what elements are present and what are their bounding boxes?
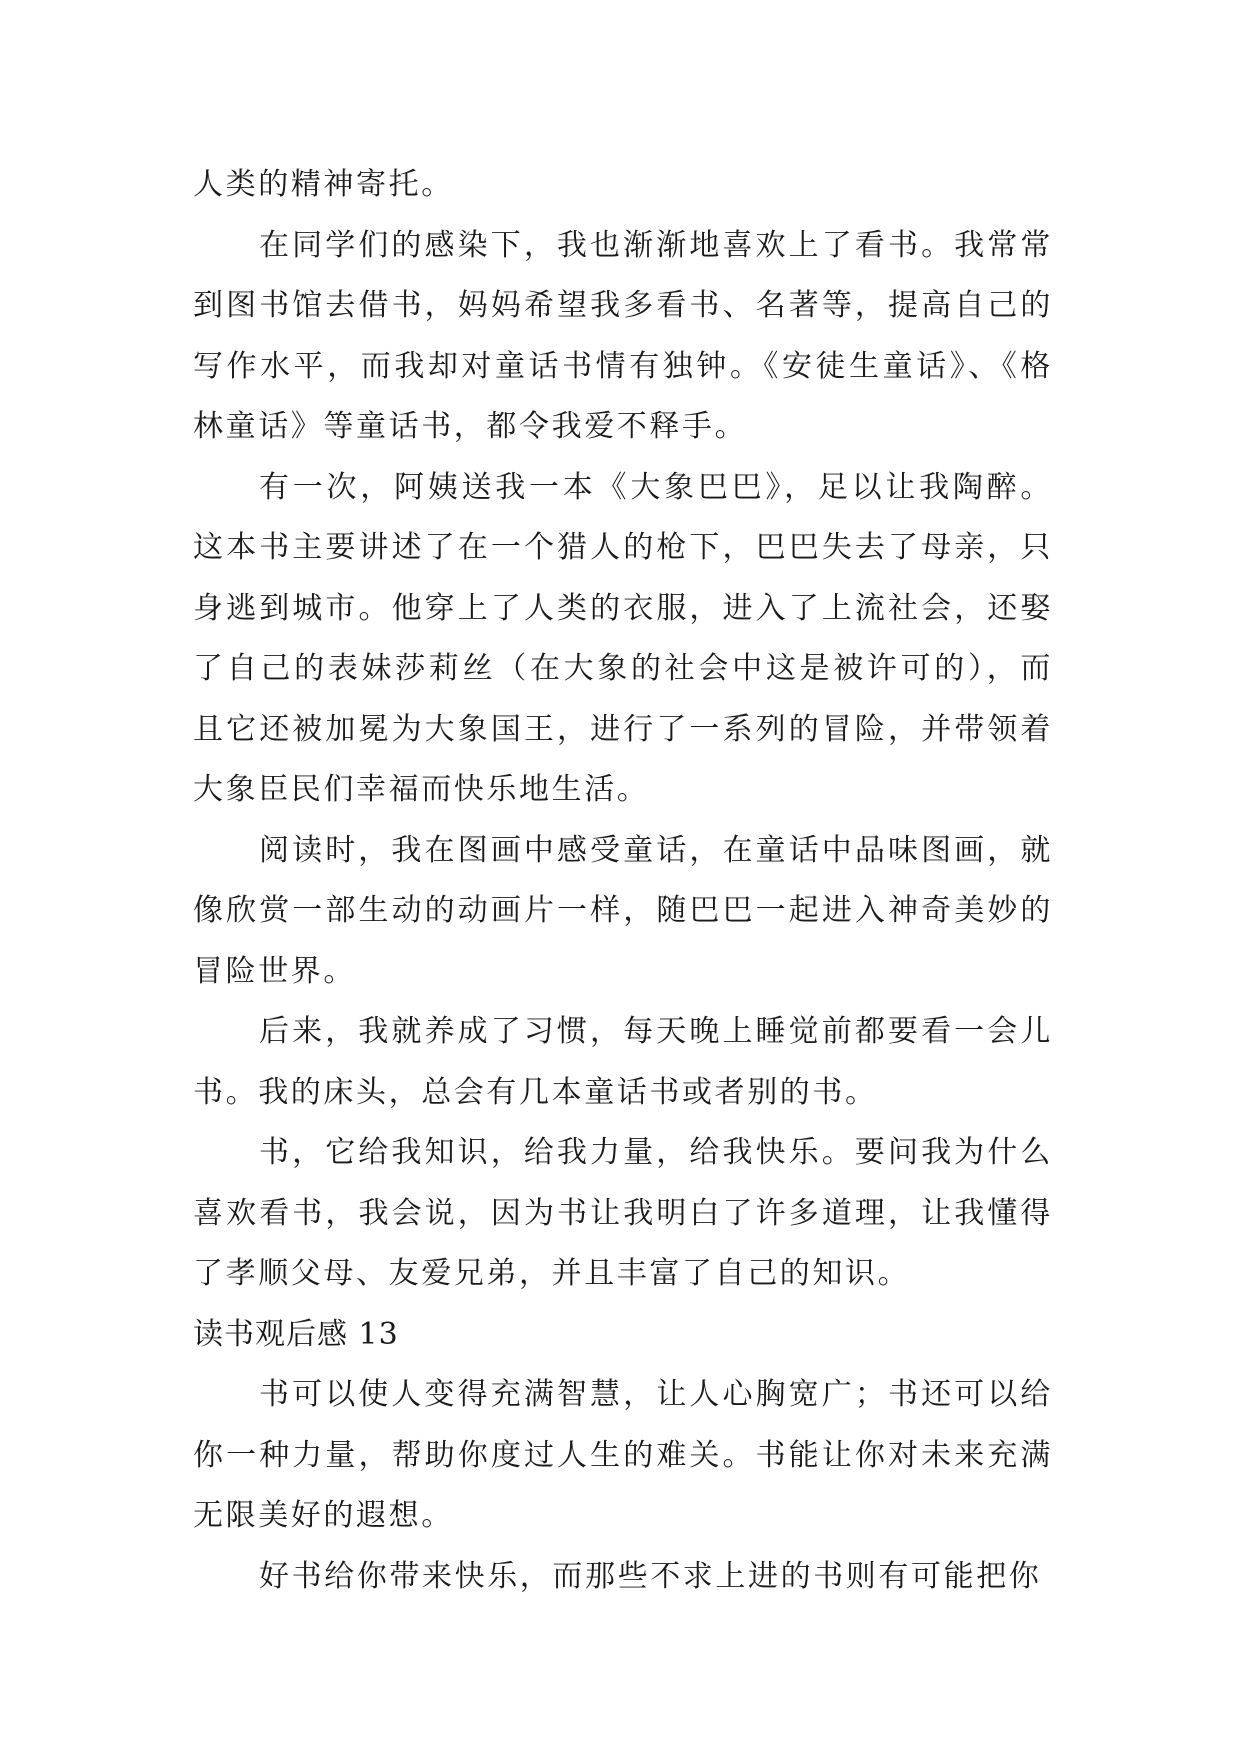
section-paragraph-1: 书可以使人变得充满智慧，让人心胸宽广；书还可以给你一种力量，帮助你度过人生的难关。书能让你对未来充满无限美好的遐想。	[193, 1377, 1053, 1533]
document-page	[193, 155, 1053, 1607]
section-title: 读书观后感 13	[193, 1316, 399, 1352]
paragraph-2: 在同学们的感染下，我也渐渐地喜欢上了看书。我常常到图书馆去借书，妈妈希望我多看书、名著等，提高自己的写作水平，而我却对童话书情有独钟。《安徒生童话》、《格林童话》等童话书，都令我爱不释手。	[193, 227, 1053, 444]
paragraph-5: 后来，我就养成了习惯，每天晚上睡觉前都要看一会儿书。我的床头，总会有几本童话书或者别的书。	[193, 1014, 1053, 1110]
paragraph-1: 人类的精神寄托。	[193, 167, 454, 202]
paragraph-6: 书，它给我知识，给我力量，给我快乐。要问我为什么喜欢看书，我会说，因为书让我明白了许多道理，让我懂得了孝顺父母、友爱兄弟，并且丰富了自己的知识。	[193, 1135, 1053, 1291]
paragraph-4: 阅读时，我在图画中感受童话，在童话中品味图画，就像欣赏一部生动的动画片一样，随巴巴一起进入神奇美妙的冒险世界。	[193, 832, 1053, 989]
paragraph-3: 有一次，阿姨送我一本《大象巴巴》，足以让我陶醉。这本书主要讲述了在一个猎人的枪下，巴巴失去了母亲，只身逃到城市。他穿上了人类的衣服，进入了上流社会，还娶了自己的表妹莎莉丝（在大象的社会中这是被许可的），而且它还被加冕为大象国王，进行了一系列的冒险，并带领着大象臣民们幸福而快乐地生活。	[193, 469, 1053, 807]
section-paragraph-2: 好书给你带来快乐，而那些不求上进的书则有可能把你	[259, 1558, 1042, 1594]
